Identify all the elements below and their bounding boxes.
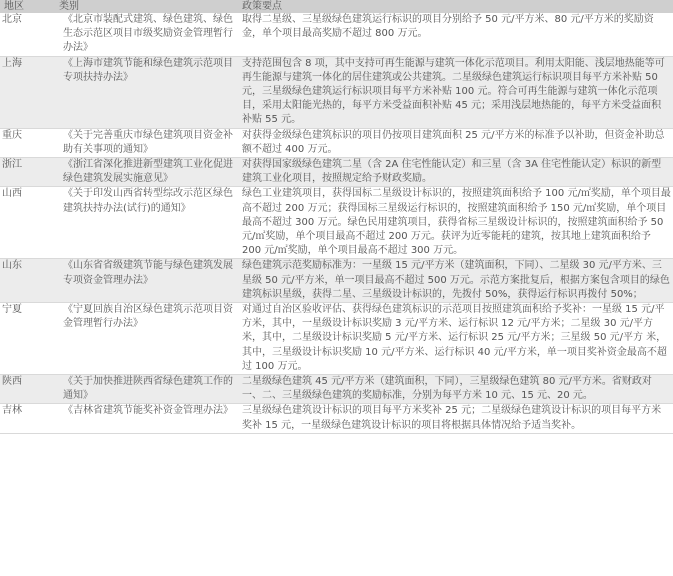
policy-cell: 绿色工业建筑项目，获得国标二星级设计标识的，按照建筑面积给予 100 元/㎡奖励，单个项目最高不超过 200 万元；获得国标三星级运行标识的，按照建筑面积给予 150 元/㎡奖励，单个项目最高不超过 300 万元。绿色民用建筑项目，获得省标三星级设计标识的，按照建筑面积给予 50 元/㎡奖励，单个项目最高不超过 200 万元。获评为近零能耗的建筑，按其地上建筑面积给予 200 元/㎡奖励，单个项目最高不超过 300 万元。: [238, 187, 673, 259]
region-cell: 山西: [0, 187, 55, 259]
region-cell: 浙江: [0, 158, 55, 187]
table-row: [0, 158, 673, 187]
header-category: 类别: [55, 0, 238, 13]
document-cell: 《宁夏回族自治区绿色建筑示范项目资金管理暂行办法》: [55, 303, 238, 375]
region-cell: 吉林: [0, 404, 55, 433]
document-cell: 《关于加快推进陕西省绿色建筑工作的通知》: [55, 375, 238, 404]
table-row: [0, 259, 673, 303]
policy-cell: 二星级绿色建筑 45 元/平方米（建筑面积，下同），三星级绿色建筑 80 元/平方米。省财政对一、二、三星级绿色建筑的奖励标准，分别为每平方米 10 元、15 元、20 元。: [238, 375, 673, 404]
document-cell: 《吉林省建筑节能奖补资金管理办法》: [55, 404, 238, 433]
document-cell: 《关于印发山西省转型综改示范区绿色建筑扶持办法(试行)的通知》: [55, 187, 238, 259]
policy-cell: 取得二星级、三星级绿色建筑运行标识的项目分别给予 50 元/平方米、80 元/平方米的奖励资金，单个项目最高奖励不超过 800 万元。: [238, 13, 673, 56]
policy-cell: 对获得国家级绿色建筑二星（含 2A 住宅性能认定）和三星（含 3A 住宅性能认定）标识的新型建筑工业化项目，按照规定给予财政奖励。: [238, 158, 673, 187]
region-cell: 陕西: [0, 375, 55, 404]
region-cell: 北京: [0, 13, 55, 56]
table-row: [0, 128, 673, 157]
document-cell: 《山东省省级建筑节能与绿色建筑发展专项资金管理办法》: [55, 259, 238, 303]
table-row: [0, 375, 673, 404]
policy-cell: 对获得金级绿色建筑标识的项目仍按项目建筑面积 25 元/平方米的标准予以补助，但资金补助总额不超过 400 万元。: [238, 128, 673, 157]
document-cell: 《浙江省深化推进新型建筑工业化促进绿色建筑发展实施意见》: [55, 158, 238, 187]
table-row: [0, 56, 673, 128]
region-cell: 宁夏: [0, 303, 55, 375]
document-cell: 《北京市装配式建筑、绿色建筑、绿色生态示范区项目市级奖励资金管理暂行办法》: [55, 13, 238, 56]
header-policy: 政策要点: [238, 0, 673, 13]
table-row: [0, 13, 673, 56]
document-cell: 《上海市建筑节能和绿色建筑示范项目专项扶持办法》: [55, 56, 238, 128]
table-row: [0, 404, 673, 433]
region-cell: 山东: [0, 259, 55, 303]
policy-cell: 绿色建筑示范奖励标准为：一星级 15 元/平方米（建筑面积，下同）、二星级 30 元/平方米、三星级 50 元/平方米，单一项目最高不超过 500 万元。示范方案批复后，根据方案包含项目的绿色建筑标识星级，获得二星、三星级设计标识的，先拨付 50%，获得运行标识再拨付 50%；: [238, 259, 673, 303]
table-header-row: [0, 0, 673, 13]
table-row: [0, 303, 673, 375]
policy-cell: 支持范围包含 8 项，其中支持可再生能源与建筑一体化示范项目。利用太阳能、浅层地热能等可再生能源与建筑一体化的居住建筑或公共建筑。二星级绿色建筑运行标识项目每平方米补贴 50 元，三星级绿色建筑运行标识项目每平方米补贴 100 元。符合可再生能源与建筑一体化示范项目，采用太阳能光热的，每平方米受益面积补贴 45 元；采用浅层地热能的，每平方米受益面积补贴 55 元。: [238, 56, 673, 128]
policy-cell: 三星级绿色建筑设计标识的项目每平方米奖补 25 元；二星级绿色建筑设计标识的项目每平方米奖补 15 元，一星级绿色建筑设计标识的项目将根据具体情况给予适当奖补。: [238, 404, 673, 433]
policy-cell: 对通过自治区验收评估、获得绿色建筑标识的示范项目按照建筑面积给予奖补：一星级 15 元/平方米，其中，一星级设计标识奖励 3 元/平方米、运行标识 12 元/平方米；二星级 30 元/平方米，其中，二星级设计标识奖励 5 元/平方米、运行标识 25 元/平方米；三星级 50 元/平方 米，其中，三星级设计标识奖励 10 元/平方米、运行标识 40 元/平方米，单一项目奖补资金最高不超过 100 万元。: [238, 303, 673, 375]
region-cell: 上海: [0, 56, 55, 128]
header-region: 地区: [0, 0, 55, 13]
table-row: [0, 187, 673, 259]
document-cell: 《关于完善重庆市绿色建筑项目资金补助有关事项的通知》: [55, 128, 238, 157]
region-cell: 重庆: [0, 128, 55, 157]
